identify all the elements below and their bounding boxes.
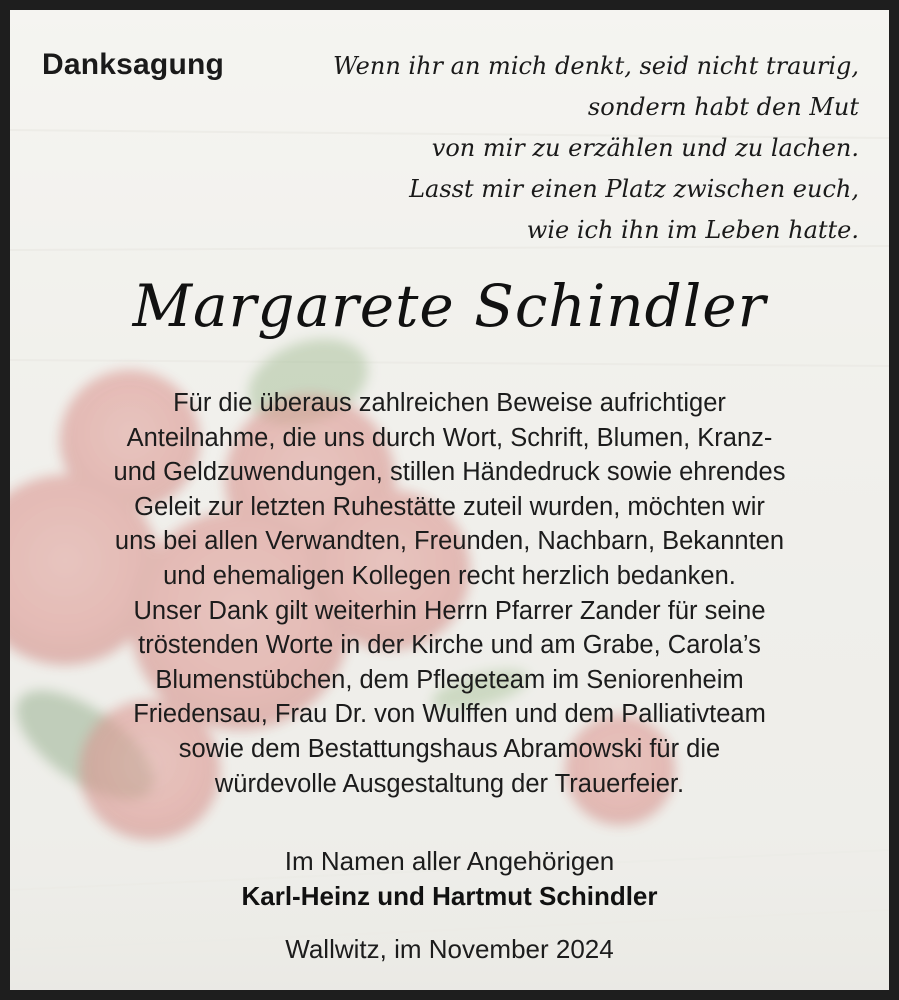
signature-names: Karl-Heinz und Hartmut Schindler — [241, 881, 658, 911]
headline: Danksagung — [42, 48, 225, 81]
body-line: und ehemaligen Kollegen recht herzlich bedanken. — [163, 561, 736, 590]
poem — [333, 46, 859, 251]
body-line: tröstenden Worte in der Kirche und am Grabe, Carola’s — [138, 631, 761, 660]
body-line: Blumenstübchen, dem Pflegeteam im Seniorenheim — [155, 665, 744, 694]
body-line: sowie dem Bestattungshaus Abramowski für die — [178, 734, 721, 763]
body-line: Für die überaus zahlreichen Beweise aufrichtiger — [173, 389, 726, 417]
body-line: Geleit zur letzten Ruhestätte zuteil wurden, möchten wir — [134, 492, 765, 521]
poem-line: Wenn ihr an mich denkt, seid nicht traurig, — [332, 52, 859, 80]
place-date: Wallwitz, im November 2024 — [285, 934, 614, 964]
signature-intro: Im Namen aller Angehörigen — [284, 846, 615, 876]
poem-line: wie ich ihn im Leben hatte. — [526, 216, 859, 244]
poem-line: Lasst mir einen Platz zwischen euch, — [409, 175, 859, 203]
body-line: und Geldzuwendungen, stillen Händedruck sowie ehrendes — [113, 458, 786, 487]
body-line: Anteilnahme, die uns durch Wort, Schrift, Blumen, Kranz- — [126, 423, 773, 452]
deceased-name: Margarete Schindler — [132, 272, 767, 340]
thank-you-text — [30, 386, 869, 801]
body-line: Friedensau, Frau Dr. von Wulffen und dem Palliativteam — [133, 700, 766, 729]
body-line: uns bei allen Verwandten, Freunden, Nachbarn, Bekannten — [114, 527, 785, 556]
poem-line: sondern habt den Mut — [587, 93, 859, 121]
poem-line: von mir zu erzählen und zu lachen. — [431, 134, 859, 162]
body-line: Unser Dank gilt weiterhin Herrn Pfarrer Zander für seine — [133, 596, 766, 625]
body-line: würdevolle Ausgestaltung der Trauerfeier. — [214, 769, 685, 798]
